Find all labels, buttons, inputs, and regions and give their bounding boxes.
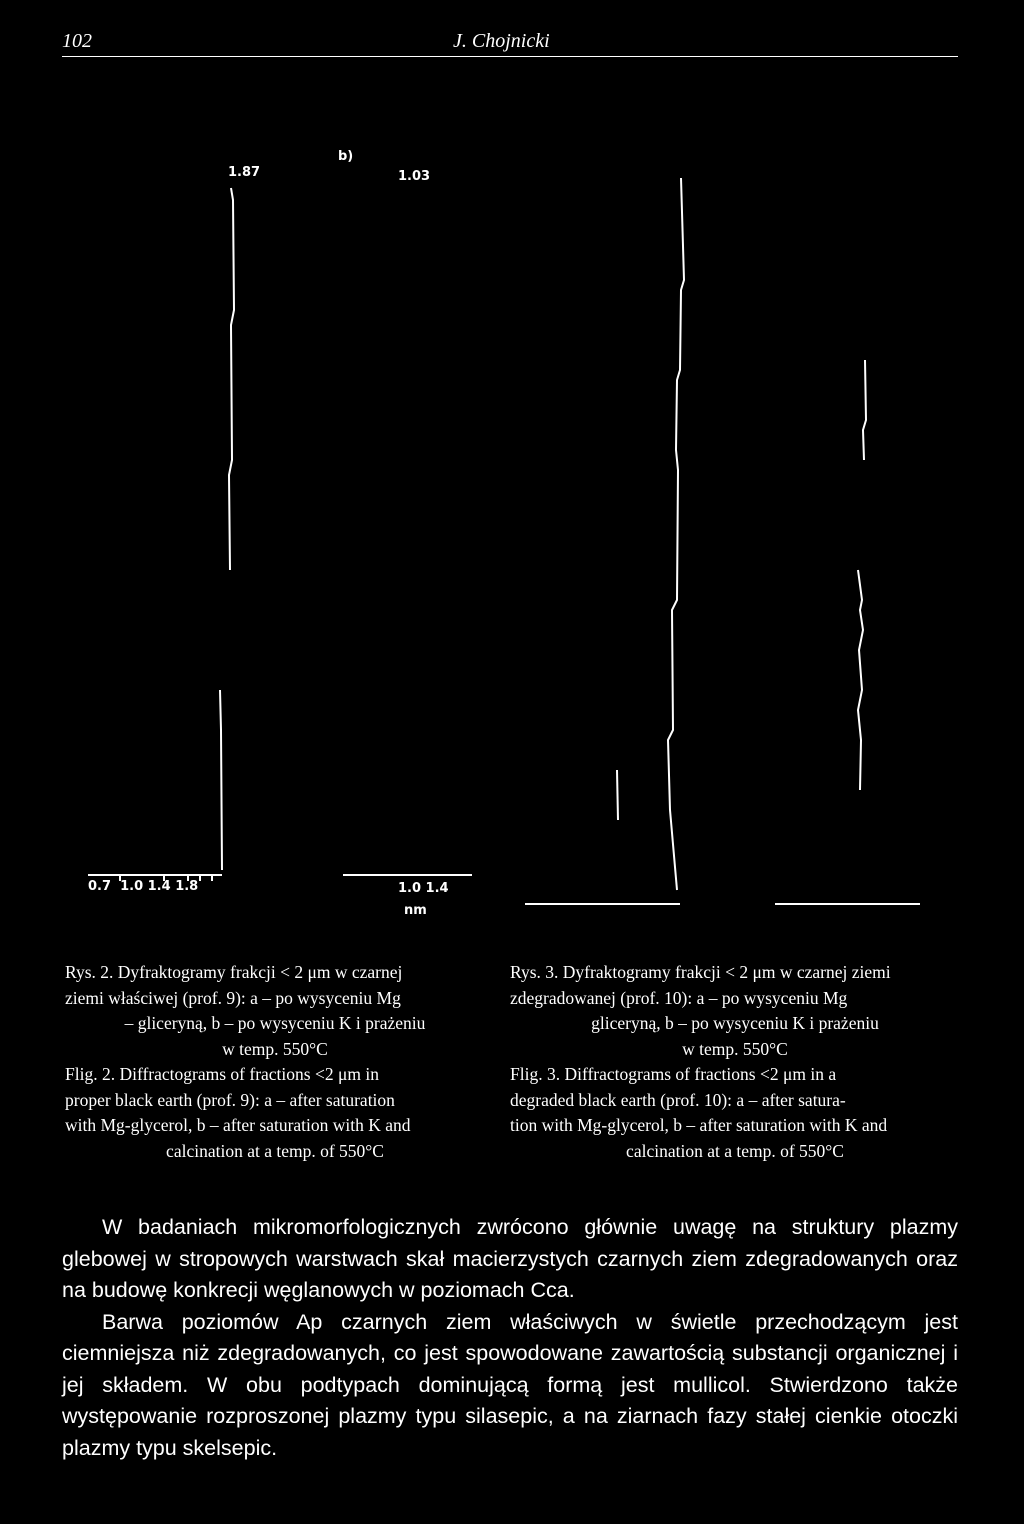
- caption-2-en-line-2: proper black earth (prof. 9): a – after saturation: [65, 1089, 395, 1110]
- header-rule: [62, 56, 958, 57]
- panel-b-tick-labels: 1.0 1.4: [398, 881, 449, 896]
- body-paragraph-1: W badaniach mikromorfologicznych zwrócono głównie uwagę na struktury plazmy glebowej w stropowych warstwach skał macierzystych czarnych ziem zdegradowanych oraz na budowę konkrecji węglanowych w poziomach Cca.: [62, 1215, 958, 1302]
- fig2-trace-upper: [229, 188, 234, 570]
- peak-label-1-03: 1.03: [398, 169, 431, 184]
- diffractogram-plot: [0, 130, 1024, 920]
- diffractogram-figure: [0, 130, 1024, 920]
- caption-3-en-line-1: Flig. 3. Diffractograms of fractions <2 μm in a: [510, 1064, 837, 1084]
- caption-2-en-line-3: with Mg-glycerol, b – after saturation with K and: [65, 1115, 411, 1135]
- fig3-trace-a-fragment: [617, 770, 618, 820]
- caption-2-pl-line-3: – gliceryną, b – po wysyceniu K i prażeniu: [124, 1013, 426, 1033]
- caption-3-pl-line-3: gliceryną, b – po wysyceniu K i prażeniu: [591, 1013, 879, 1033]
- caption-3-en-line-4: calcination at a temp. of 550°C: [626, 1140, 844, 1161]
- caption-3-pl-line-4: w temp. 550°C: [682, 1038, 788, 1059]
- caption-2-pl-line-2: ziemi właściwej (prof. 9): a – po wysyceniu Mg: [65, 987, 401, 1008]
- caption-3-pl-line-2: zdegradowanej (prof. 10): a – po wysyceniu Mg: [510, 987, 848, 1008]
- caption-2-pl-line-4: w temp. 550°C: [222, 1038, 328, 1059]
- caption-figure-3: [510, 960, 960, 1164]
- fig2-trace: [88, 188, 234, 894]
- running-head-author: J. Chojnicki: [453, 30, 550, 52]
- fig3-trace-b: [775, 360, 920, 904]
- caption-2-pl-line-1: Rys. 2. Dyfraktogramy frakcji < 2 μm w czarnej: [65, 962, 403, 982]
- caption-3-en-line-3: tion with Mg-glycerol, b – after saturation with K and: [510, 1115, 888, 1135]
- caption-3-en-line-2: degraded black earth (prof. 10): a – after satura-: [510, 1089, 846, 1110]
- caption-2-en-line-1: Flig. 2. Diffractograms of fractions <2 μm in: [65, 1064, 379, 1084]
- body-text: [62, 1212, 958, 1464]
- caption-3-pl-line-1: Rys. 3. Dyfraktogramy frakcji < 2 μm w czarnej ziemi: [510, 962, 891, 982]
- axis-unit-label: nm: [404, 903, 427, 918]
- fig3-trace-b-upper: [863, 360, 866, 460]
- fig2-axis-tick-labels: 0.7 1.0 1.4 1.8: [88, 879, 199, 894]
- page-number: 102: [62, 30, 92, 52]
- panel-b-axis: [343, 875, 472, 918]
- fig2-trace-lower: [220, 690, 222, 870]
- panel-b-label: b): [338, 149, 354, 164]
- fig3-trace-b-lower: [858, 570, 863, 790]
- body-paragraph-2: Barwa poziomów Ap czarnych ziem właściwych w świetle przechodzącym jest ciemniejsza niż zdegradowanych, co jest spowodowane zawartością substancji organicznej i jej składem. W obu podtypach dominującą formą jest mullicol. Stwierdzono także występowanie rozproszonej plazmy typu silasepic, a na ziarnach fazy stałej cienkie otoczki plazmy typu skelsepic.: [62, 1309, 958, 1460]
- peak-label-1-87: 1.87: [228, 165, 261, 180]
- fig3-trace-a: [525, 178, 684, 904]
- caption-figure-2: [65, 960, 485, 1164]
- fig3-trace-a-path: [668, 178, 684, 890]
- caption-2-en-line-4: calcination at a temp. of 550°C: [166, 1140, 384, 1161]
